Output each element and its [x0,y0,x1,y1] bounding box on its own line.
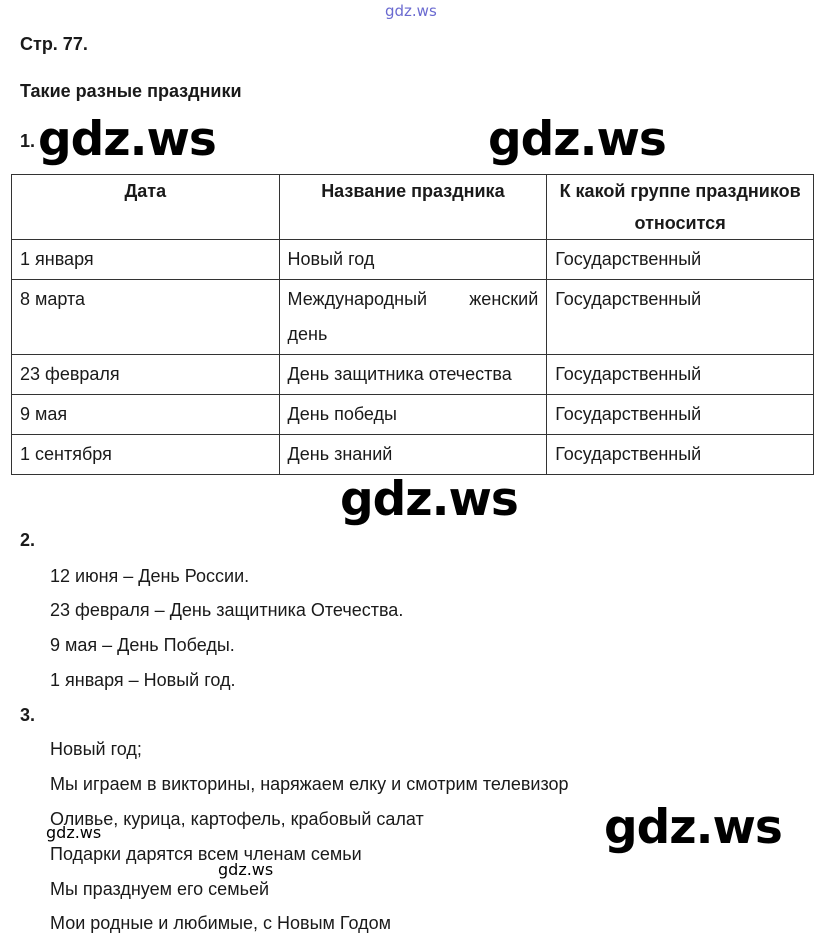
list-item: Новый год; [50,739,142,759]
table-row [12,240,814,280]
table-row [12,435,814,475]
list-item: 9 мая – День Победы. [50,635,235,655]
list-item: Оливье, курица, картофель, крабовый салат [50,809,424,829]
list-item: 12 июня – День России. [50,566,250,586]
list-item: Мы празднуем его семьей [50,879,270,899]
cell-group: Государственный [547,240,814,280]
list-item: Мои родные и любимые, с Новым Годом [50,913,391,933]
cell-date: 23 февраля [12,355,280,395]
watermark-large: gdz.ws [340,472,518,527]
watermark-large: gdz.ws [488,112,666,167]
table-row [12,355,814,395]
watermark-large: gdz.ws [38,112,216,167]
cell-name: Новый год [279,240,547,280]
column-header-date: Дата [12,175,280,240]
cell-group: Государственный [547,395,814,435]
cell-date: 9 мая [12,395,280,435]
page-label: Стр. 77. [20,34,88,54]
table-row [12,395,814,435]
column-header-group: К какой группе праздников относится [547,175,814,240]
task-2-number: 2. [20,530,36,550]
cell-name: Международный женский день [279,280,547,355]
holidays-table [11,174,814,475]
column-header-name: Название праздника [279,175,547,240]
watermark-large: gdz.ws [604,800,782,855]
watermark-small: gdz.ws [46,823,102,842]
page-heading: Такие разные праздники [20,81,242,101]
cell-group: Государственный [547,355,814,395]
cell-name: День защитника отечества [279,355,547,395]
cell-group: Государственный [547,280,814,355]
cell-date: 1 сентября [12,435,280,475]
watermark-small: gdz.ws [218,860,274,879]
table-header-row [12,175,814,240]
table-row [12,280,814,355]
list-item: Мы играем в викторины, наряжаем елку и смотрим телевизор [50,774,569,794]
cell-name: День знаний [279,435,547,475]
cell-name: День победы [279,395,547,435]
cell-date: 8 марта [12,280,280,355]
watermark-top: gdz.ws [385,2,437,20]
cell-group: Государственный [547,435,814,475]
task-1-number: 1. [20,131,36,151]
list-item: Подарки дарятся всем членам семьи [50,844,362,864]
list-item: 23 февраля – День защитника Отечества. [50,600,404,620]
task-3-number: 3. [20,705,36,725]
cell-date: 1 января [12,240,280,280]
list-item: 1 января – Новый год. [50,670,236,690]
